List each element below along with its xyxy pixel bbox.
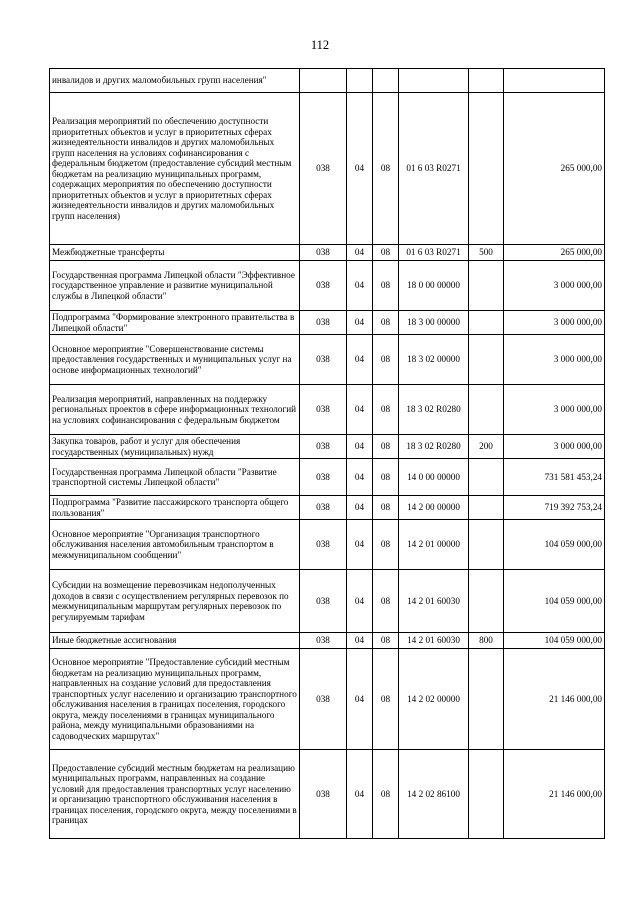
- cell-name: Закупка товаров, работ и услуг для обеспечения государственных (муниципальных) нужд: [50, 435, 300, 459]
- cell-subsection-code: 08: [373, 570, 399, 633]
- cell-subsection-code: 08: [373, 496, 399, 520]
- cell-ministry-code: 038: [300, 570, 347, 633]
- cell-amount: [504, 69, 605, 93]
- cell-subsection-code: 08: [373, 93, 399, 245]
- cell-subsection-code: 08: [373, 385, 399, 435]
- cell-section-code: [347, 69, 373, 93]
- cell-section-code: 04: [347, 261, 373, 311]
- cell-expense-type: 200: [469, 435, 504, 459]
- cell-ministry-code: 038: [300, 261, 347, 311]
- cell-amount: 731 581 453,24: [504, 459, 605, 496]
- cell-ministry-code: 038: [300, 311, 347, 335]
- cell-section-code: 04: [347, 570, 373, 633]
- cell-ministry-code: 038: [300, 496, 347, 520]
- cell-ministry-code: 038: [300, 385, 347, 435]
- cell-expense-type: [469, 69, 504, 93]
- cell-name: Реализация мероприятий, направленных на поддержку региональных проектов в сфере информационных технологий на условиях софинансирования с федеральным бюджетом: [50, 385, 300, 435]
- cell-expense-type: [469, 520, 504, 570]
- cell-name: инвалидов и других маломобильных групп населения": [50, 69, 300, 93]
- cell-section-code: 04: [347, 633, 373, 649]
- table-row: [50, 459, 605, 496]
- cell-name: Основное мероприятие "Предоставление субсидий местным бюджетам на реализацию муниципальных программ, направленных на создание условий для предоставления транспортных услуг населению и организацию транспортного обслуживания населения в границах поселения, городского округа, между поселениями в границах муниципального района, между муниципальными образованиями на садоводческих маршрутах": [50, 649, 300, 750]
- cell-amount: 104 059 000,00: [504, 633, 605, 649]
- cell-expense-type: [469, 459, 504, 496]
- cell-subsection-code: 08: [373, 520, 399, 570]
- cell-expense-type: [469, 385, 504, 435]
- table-row: [50, 69, 605, 93]
- cell-subsection-code: 08: [373, 335, 399, 385]
- cell-target-article: 14 2 02 86100: [399, 750, 469, 839]
- cell-amount: 265 000,00: [504, 93, 605, 245]
- cell-subsection-code: 08: [373, 311, 399, 335]
- table-row: [50, 649, 605, 750]
- cell-amount: 3 000 000,00: [504, 335, 605, 385]
- cell-section-code: 04: [347, 520, 373, 570]
- table-row: [50, 335, 605, 385]
- cell-amount: 3 000 000,00: [504, 435, 605, 459]
- cell-expense-type: [469, 93, 504, 245]
- cell-amount: 719 392 753,24: [504, 496, 605, 520]
- page-number: 112: [310, 38, 330, 52]
- cell-target-article: 18 3 02 R0280: [399, 435, 469, 459]
- table-row: [50, 750, 605, 839]
- table-row: [50, 570, 605, 633]
- cell-expense-type: [469, 496, 504, 520]
- cell-ministry-code: 038: [300, 245, 347, 261]
- cell-ministry-code: 038: [300, 520, 347, 570]
- cell-section-code: 04: [347, 93, 373, 245]
- cell-target-article: [399, 69, 469, 93]
- cell-section-code: 04: [347, 385, 373, 435]
- budget-table: [49, 68, 605, 839]
- cell-amount: 21 146 000,00: [504, 649, 605, 750]
- cell-subsection-code: 08: [373, 261, 399, 311]
- cell-target-article: 14 2 01 60030: [399, 570, 469, 633]
- table-body: [50, 69, 605, 839]
- cell-expense-type: [469, 261, 504, 311]
- cell-target-article: 18 3 02 00000: [399, 335, 469, 385]
- cell-expense-type: [469, 750, 504, 839]
- cell-section-code: 04: [347, 649, 373, 750]
- cell-ministry-code: 038: [300, 335, 347, 385]
- cell-target-article: 14 2 01 00000: [399, 520, 469, 570]
- table-row: [50, 496, 605, 520]
- cell-section-code: 04: [347, 335, 373, 385]
- cell-name: Государственная программа Липецкой области "Эффективное государственное управление и развитие муниципальной службы в Липецкой области": [50, 261, 300, 311]
- cell-section-code: 04: [347, 245, 373, 261]
- cell-name: Основное мероприятие "Организация транспортного обслуживания населения автомобильным транспортом в межмуниципальном сообщении": [50, 520, 300, 570]
- cell-target-article: 14 2 02 00000: [399, 649, 469, 750]
- table-row: [50, 261, 605, 311]
- cell-amount: 265 000,00: [504, 245, 605, 261]
- cell-ministry-code: [300, 69, 347, 93]
- cell-amount: 21 146 000,00: [504, 750, 605, 839]
- cell-target-article: 14 2 01 60030: [399, 633, 469, 649]
- cell-amount: 3 000 000,00: [504, 261, 605, 311]
- table-row: [50, 93, 605, 245]
- cell-subsection-code: 08: [373, 459, 399, 496]
- cell-target-article: 01 6 03 R0271: [399, 93, 469, 245]
- cell-name: Подпрограмма "Развитие пассажирского транспорта общего пользования": [50, 496, 300, 520]
- cell-ministry-code: 038: [300, 649, 347, 750]
- cell-target-article: 18 3 00 00000: [399, 311, 469, 335]
- cell-amount: 104 059 000,00: [504, 570, 605, 633]
- cell-expense-type: 800: [469, 633, 504, 649]
- cell-section-code: 04: [347, 311, 373, 335]
- cell-amount: 3 000 000,00: [504, 311, 605, 335]
- cell-subsection-code: 08: [373, 649, 399, 750]
- table-row: [50, 245, 605, 261]
- table-row: [50, 311, 605, 335]
- cell-amount: 104 059 000,00: [504, 520, 605, 570]
- cell-ministry-code: 038: [300, 459, 347, 496]
- cell-name: Государственная программа Липецкой области "Развитие транспортной системы Липецкой области": [50, 459, 300, 496]
- cell-section-code: 04: [347, 496, 373, 520]
- cell-name: Основное мероприятие "Совершенствование системы предоставления государственных и муниципальных услуг на основе информационных технологий": [50, 335, 300, 385]
- cell-expense-type: 500: [469, 245, 504, 261]
- cell-name: Предоставление субсидий местным бюджетам на реализацию муниципальных программ, направленных на создание условий для предоставления транспортных услуг населению и организацию транспортного обслуживания населения в границах поселения, городского округа, между поселениями в границах: [50, 750, 300, 839]
- cell-target-article: 14 2 00 00000: [399, 496, 469, 520]
- cell-amount: 3 000 000,00: [504, 385, 605, 435]
- table-row: [50, 385, 605, 435]
- cell-ministry-code: 038: [300, 435, 347, 459]
- cell-subsection-code: 08: [373, 245, 399, 261]
- cell-target-article: 18 3 02 R0280: [399, 385, 469, 435]
- cell-expense-type: [469, 335, 504, 385]
- table-row: [50, 520, 605, 570]
- table-row: [50, 435, 605, 459]
- cell-expense-type: [469, 570, 504, 633]
- cell-name: Межбюджетные трансферты: [50, 245, 300, 261]
- cell-name: Субсидии на возмещение перевозчикам недополученных доходов в связи с осуществлением регулярных перевозок по межмуниципальным маршрутам регулярных перевозок по регулируемым тарифам: [50, 570, 300, 633]
- cell-expense-type: [469, 311, 504, 335]
- cell-target-article: 14 0 00 00000: [399, 459, 469, 496]
- cell-subsection-code: [373, 69, 399, 93]
- cell-expense-type: [469, 649, 504, 750]
- cell-ministry-code: 038: [300, 750, 347, 839]
- cell-ministry-code: 038: [300, 93, 347, 245]
- cell-target-article: 18 0 00 00000: [399, 261, 469, 311]
- cell-section-code: 04: [347, 750, 373, 839]
- cell-section-code: 04: [347, 459, 373, 496]
- cell-name: Иные бюджетные ассигнования: [50, 633, 300, 649]
- table-row: [50, 633, 605, 649]
- cell-subsection-code: 08: [373, 633, 399, 649]
- cell-subsection-code: 08: [373, 750, 399, 839]
- cell-subsection-code: 08: [373, 435, 399, 459]
- cell-section-code: 04: [347, 435, 373, 459]
- cell-target-article: 01 6 03 R0271: [399, 245, 469, 261]
- cell-name: Подпрограмма "Формирование электронного правительства в Липецкой области": [50, 311, 300, 335]
- cell-name: Реализация мероприятий по обеспечению доступности приоритетных объектов и услуг в приоритетных сферах жизнедеятельности инвалидов и других маломобильных групп населения на условиях софинансирования с федеральным бюджетом (предоставление субсидий местным бюджетам на реализацию муниципальных программ, содержащих мероприятия по обеспечению доступности приоритетных объектов и услуг в приоритетных сферах жизнедеятельности инвалидов и других маломобильных групп населения): [50, 93, 300, 245]
- cell-ministry-code: 038: [300, 633, 347, 649]
